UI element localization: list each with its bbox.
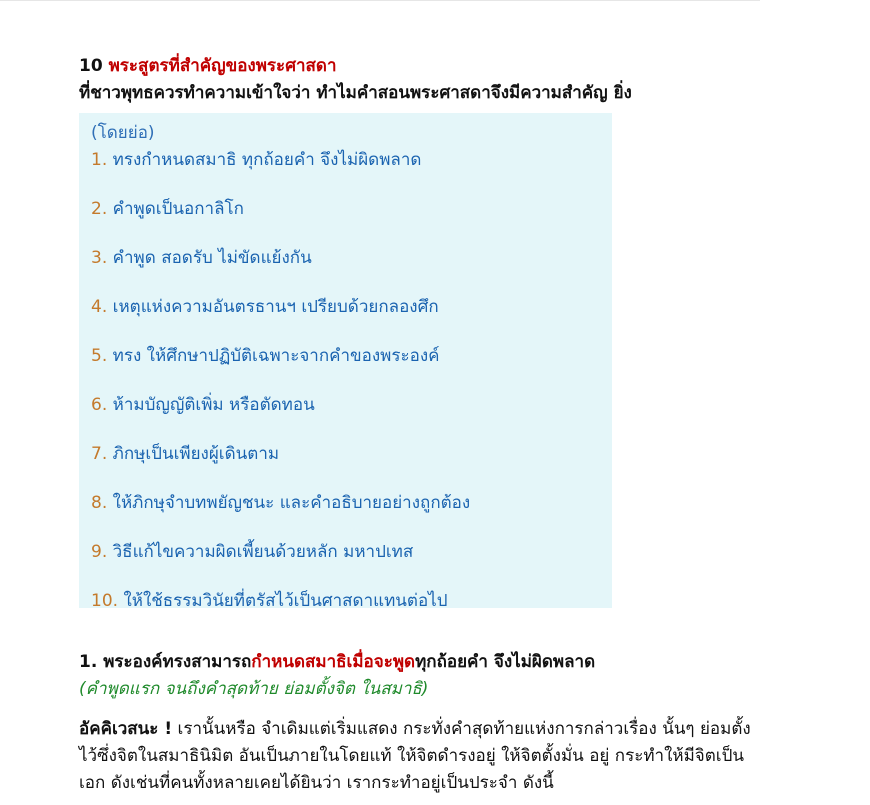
page-subtitle: ที่ชาวพุทธควรทำความเข้าใจว่า ทำไมคำสอนพระศาสดาจึงมีความสำคัญ ยิ่ง — [79, 83, 632, 103]
summary-item — [91, 440, 279, 467]
paragraph-lead: อัคคิเวสนะ ! — [79, 719, 173, 739]
paragraph-line: ไว้ซึ่งจิตในสมาธินิมิต อันเป็นภายในโดยแท้ ให้จิตดำรงอยู่ ให้จิตตั้งมั่น อยู่ กระทำให้มีจิตเป็น — [79, 746, 745, 766]
page-title — [79, 52, 337, 79]
paragraph-line: เอก ดังเช่นที่คนทั้งหลายเคยได้ยินว่า เรากระทำอยู่เป็นประจำ ดังนี้ — [79, 773, 554, 793]
title-text: พระสูตรที่สำคัญของพระศาสดา — [108, 56, 337, 76]
title-number: 10 — [79, 56, 103, 76]
summary-item — [91, 391, 315, 418]
summary-item-number: 2. — [91, 199, 108, 219]
summary-item — [91, 489, 470, 516]
paragraph-line-1-text: เรานั้นหรือ จำเดิมแต่เริ่มแสดง กระทั่งคำสุดท้ายแห่งการกล่าวเรื่อง นั้นๆ ย่อมตั้ง — [172, 719, 751, 739]
section-1-heading-prefix: 1. พระองค์ทรงสามารถ — [79, 652, 252, 672]
summary-item — [91, 587, 448, 614]
summary-item-number: 7. — [91, 444, 108, 464]
section-1-heading — [79, 648, 595, 675]
summary-item-text: ภิกษุเป็นเพียงผู้เดินตาม — [112, 444, 280, 464]
summary-box — [79, 113, 612, 611]
paragraph-line — [79, 715, 751, 742]
summary-item-text: ให้ภิกษุจำบทพยัญชนะ และคำอธิบายอย่างถูกต้อง — [112, 493, 471, 513]
summary-item-number: 9. — [91, 542, 108, 562]
summary-item-text: ทรงกำหนดสมาธิ ทุกถ้อยคำ จึงไม่ผิดพลาด — [112, 150, 422, 170]
top-divider — [0, 0, 760, 1]
summary-item-text: เหตุแห่งความอันตรธานฯ เปรียบด้วยกลองศึก — [112, 297, 439, 317]
summary-item — [91, 342, 440, 369]
summary-item-number: 4. — [91, 297, 108, 317]
summary-item-text: วิธีแก้ไขความผิดเพี้ยนด้วยหลัก มหาปเทส — [112, 542, 414, 562]
summary-item-text: คำพูดเป็นอกาลิโก — [112, 199, 244, 219]
summary-item — [91, 244, 312, 271]
summary-item — [91, 293, 439, 320]
summary-item-text: ห้ามบัญญัติเพิ่ม หรือตัดทอน — [112, 395, 315, 415]
summary-item-text: คำพูด สอดรับ ไม่ขัดแย้งกัน — [112, 248, 312, 268]
summary-item-number: 1. — [91, 150, 108, 170]
summary-item — [91, 146, 421, 173]
summary-item-number: 6. — [91, 395, 108, 415]
summary-item — [91, 538, 413, 565]
summary-item — [91, 195, 244, 222]
summary-item-text: ทรง ให้ศึกษาปฏิบัติเฉพาะจากคำของพระองค์ — [112, 346, 440, 366]
summary-heading: (โดยย่อ) — [91, 123, 155, 143]
section-1-subheading: (คำพูดแรก จนถึงคำสุดท้าย ย่อมตั้งจิต ในสมาธิ) — [79, 679, 429, 699]
section-1-heading-highlight: กำหนดสมาธิเมื่อจะพูด — [251, 652, 416, 672]
summary-item-number: 8. — [91, 493, 108, 513]
summary-item-number: 10. — [91, 591, 119, 611]
section-1-heading-suffix: ทุกถ้อยคำ จึงไม่ผิดพลาด — [415, 652, 596, 672]
summary-item-number: 5. — [91, 346, 108, 366]
summary-item-number: 3. — [91, 248, 108, 268]
summary-item-text: ให้ใช้ธรรมวินัยที่ตรัสไว้เป็นศาสดาแทนต่อไป — [123, 591, 448, 611]
